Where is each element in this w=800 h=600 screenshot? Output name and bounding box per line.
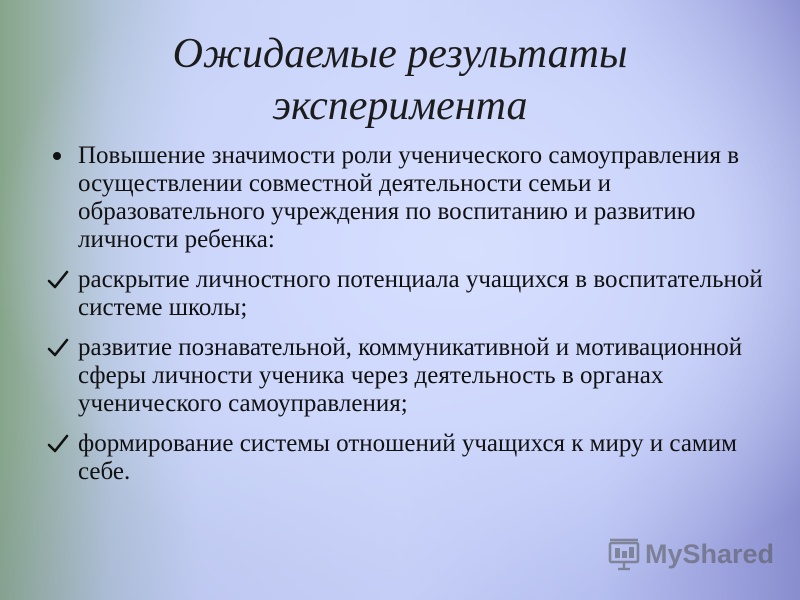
checkmark-icon: [44, 266, 72, 294]
bullet-icon: [44, 142, 72, 170]
list-item-text: развитие познавательной, коммуникативной и мотивационной сферы личности ученика через деятельность в органах ученического самоуправления;: [78, 334, 743, 417]
slide-title-line1: Ожидаемые результаты: [172, 31, 628, 77]
presentation-board-icon: [607, 537, 641, 571]
list-item: [40, 266, 770, 322]
myshared-watermark: [607, 536, 774, 572]
slide-title-line2: эксперимента: [272, 83, 528, 129]
list-item-text: формирование системы отношений учащихся к миру и самим себе.: [78, 430, 737, 485]
watermark-text: MyShared: [645, 538, 775, 569]
results-list: [40, 142, 770, 498]
checkmark-icon: [44, 334, 72, 362]
list-item-text: раскрытие личностного потенциала учащихся в воспитательной системе школы;: [78, 266, 763, 321]
list-item: [40, 430, 770, 486]
list-item: [40, 142, 770, 254]
list-item: [40, 334, 770, 418]
list-item-text: Повышение значимости роли ученического самоуправления в осуществлении совместной деятельности семьи и образовательного учреждения по воспитанию и развитию личности ребенка:: [78, 142, 740, 253]
checkmark-icon: [44, 430, 72, 458]
slide-title: [100, 28, 700, 132]
